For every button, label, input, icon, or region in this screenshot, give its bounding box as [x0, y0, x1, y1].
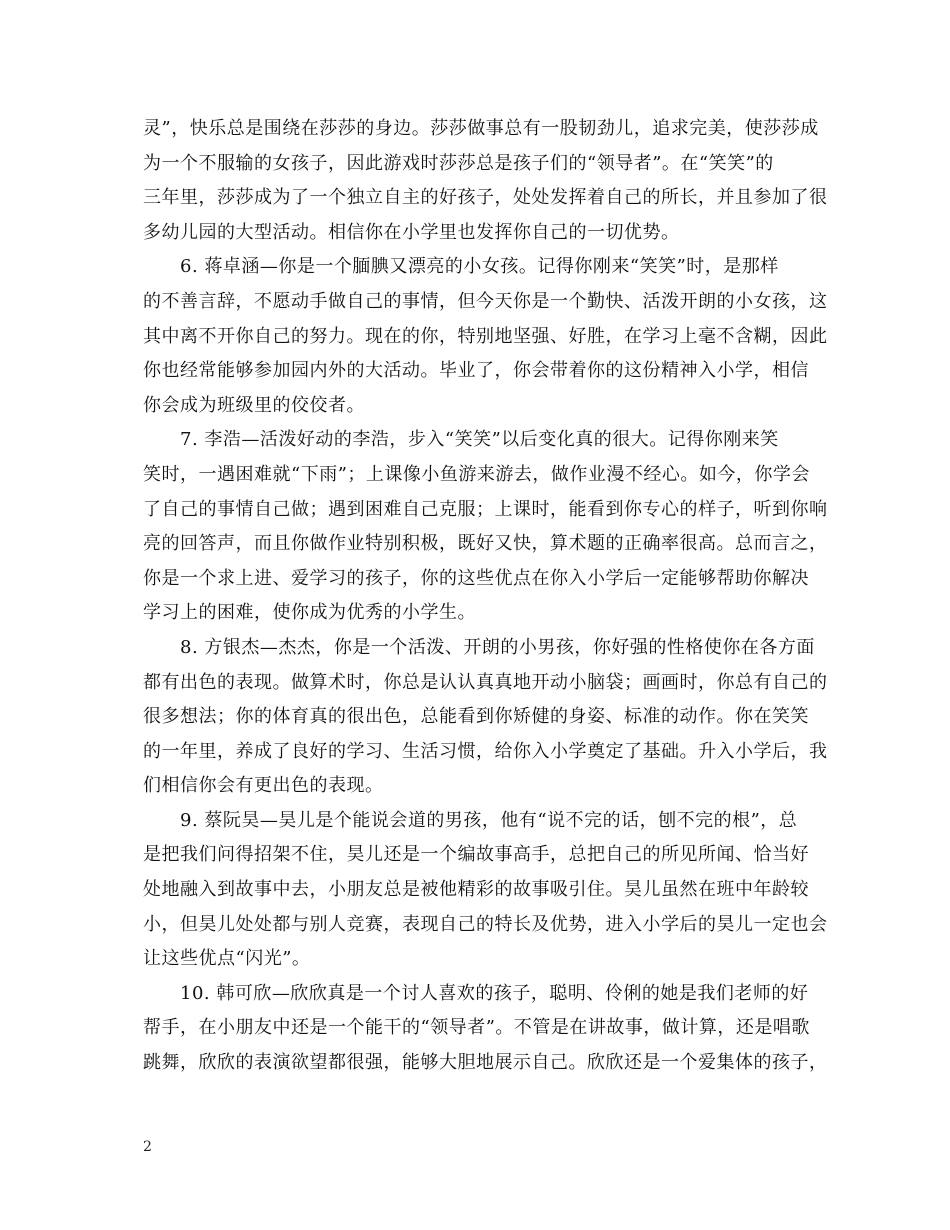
text-line: 你也经常能够参加园内外的大活动。毕业了，你会带着你的这份精神入小学，相信 [143, 360, 809, 382]
text-line: 学习上的困难，使你成为优秀的小学生。 [143, 602, 476, 624]
text-line: 9. 蔡阮昊—昊儿是个能说会道的男孩，他有“说不完的话，刨不完的根”，总 [180, 809, 798, 831]
text-line: 多幼儿园的大型活动。相信你在小学里也发挥你自己的一切优势。 [143, 221, 680, 243]
text-line: 让这些优点“闪光”。 [143, 948, 311, 970]
text-line: 8. 方银杰—杰杰，你是一个活泼、开朗的小男孩，你好强的性格使你在各方面 [180, 636, 815, 658]
text-line: 处地融入到故事中去，小朋友总是被他精彩的故事吸引住。昊儿虽然在班中年龄较 [143, 879, 809, 901]
text-line: 为一个不服输的女孩子，因此游戏时莎莎总是孩子们的“领导者”。在“笑笑”的 [143, 152, 774, 174]
paragraph-item-7 [143, 423, 828, 631]
text-line: 6. 蒋卓涵—你是一个腼腆又漂亮的小女孩。记得你刚来“笑笑”时，是那样 [180, 256, 779, 278]
text-line: 7. 李浩—活泼好动的李浩，步入“笑笑”以后变化真的很大。记得你刚来笑 [180, 429, 779, 451]
paragraph-continuation [143, 112, 828, 250]
document-body [143, 112, 828, 1081]
text-line: 了自己的事情自己做；遇到困难自己克服；上课时，能看到你专心的样子，听到你响 [143, 498, 828, 520]
text-line: 亮的回答声，而且你做作业特别积极，既好又快，算术题的正确率很高。总而言之， [143, 533, 828, 555]
text-line: 其中离不开你自己的努力。现在的你，特别地坚强、好胜，在学习上毫不含糊，因此 [143, 325, 828, 347]
text-line: 都有出色的表现。做算术时，你总是认认真真地开动小脑袋；画画时，你总有自己的 [143, 671, 828, 693]
text-line: 们相信你会有更出色的表现。 [143, 775, 384, 797]
text-line: 你是一个求上进、爱学习的孩子，你的这些优点在你入小学后一定能够帮助你解决 [143, 567, 809, 589]
text-line: 的不善言辞，不愿动手做自己的事情，但今天你是一个勤快、活泼开朗的小女孩，这 [143, 290, 828, 312]
text-line: 的一年里，养成了良好的学习、生活习惯，给你入小学奠定了基础。升入小学后，我 [143, 740, 828, 762]
paragraph-item-8 [143, 631, 828, 804]
paragraph-item-6 [143, 250, 828, 423]
paragraph-item-10 [143, 977, 828, 1081]
text-line: 很多想法；你的体育真的很出色，总能看到你矫健的身姿、标准的动作。你在笑笑 [143, 706, 809, 728]
text-line: 帮手，在小朋友中还是一个能干的“领导者”。不管是在讲故事，做计算，还是唱歌 [143, 1017, 810, 1039]
page-number: 2 [143, 1139, 152, 1155]
paragraph-item-9 [143, 804, 828, 977]
text-line: 是把我们问得招架不住，昊儿还是一个编故事高手，总把自己的所见所闻、恰当好 [143, 844, 809, 866]
text-line: 笑时，一遇困难就“下雨”；上课像小鱼游来游去，做作业漫不经心。如今，你学会 [143, 463, 810, 485]
text-line: 跳舞，欣欣的表演欲望都很强，能够大胆地展示自己。欣欣还是一个爱集体的孩子， [143, 1052, 828, 1074]
text-line: 小，但昊儿处处都与别人竞赛，表现自己的特长及优势，进入小学后的昊儿一定也会 [143, 913, 828, 935]
text-line: 你会成为班级里的佼佼者。 [143, 394, 365, 416]
text-line: 10. 韩可欣—欣欣真是一个讨人喜欢的孩子，聪明、伶俐的她是我们老师的好 [180, 982, 809, 1004]
text-line: 灵”，快乐总是围绕在莎莎的身边。莎莎做事总有一股韧劲儿，追求完美，使莎莎成 [143, 118, 819, 139]
text-line: 三年里，莎莎成为了一个独立自主的好孩子，处处发挥着自己的所长，并且参加了很 [143, 187, 828, 209]
